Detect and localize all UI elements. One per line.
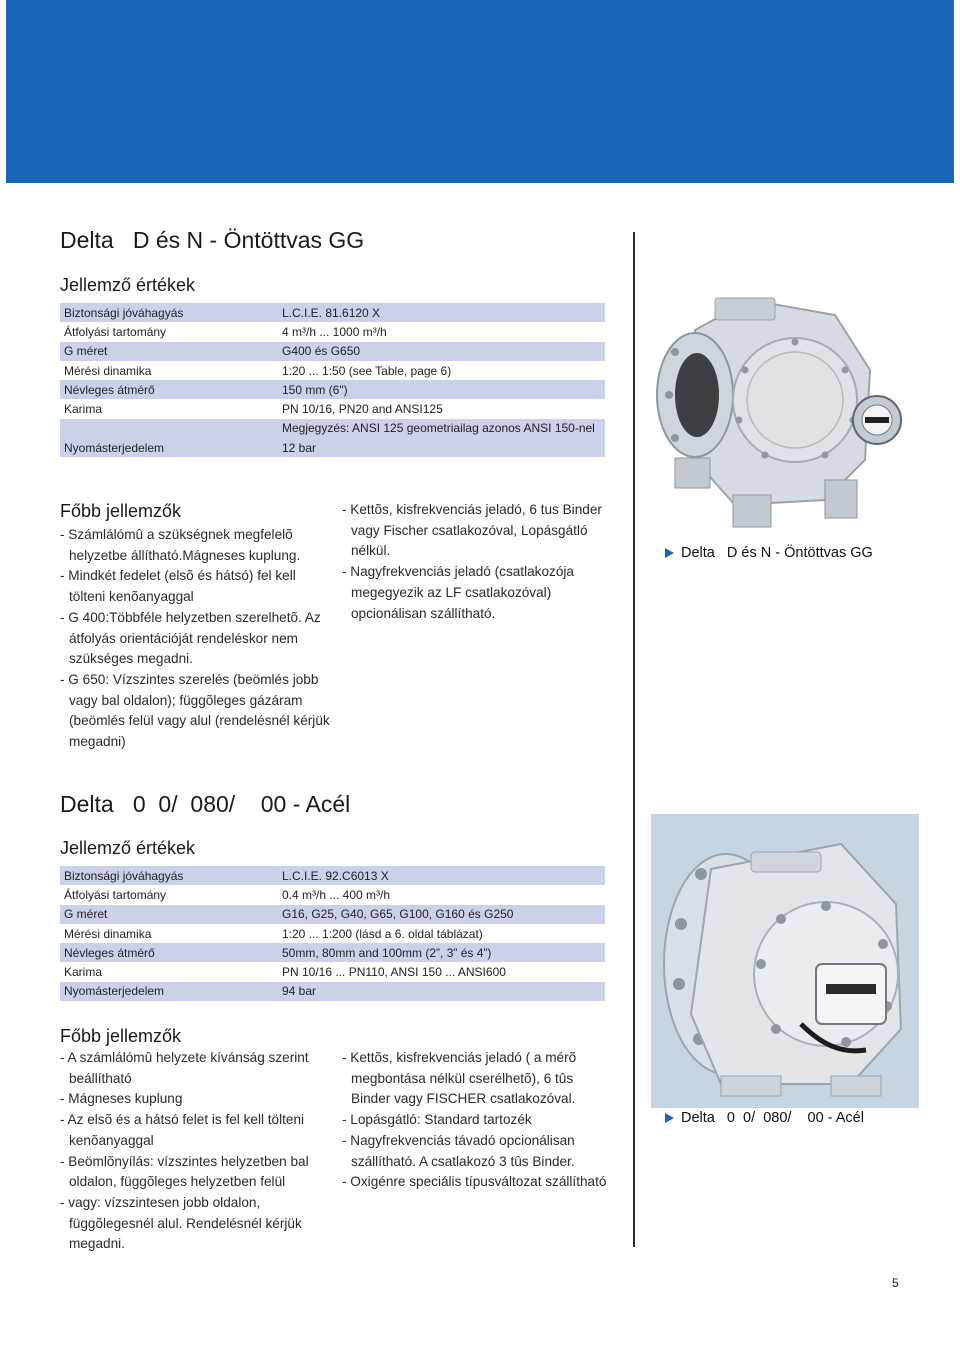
section2-spec-table	[60, 866, 605, 1001]
section1-caption	[665, 545, 873, 561]
list-item: - Lopásgátló: Standard tartozék	[342, 1112, 532, 1128]
spec-label: Nyomásterjedelem	[60, 438, 278, 457]
spec-value: PN 10/16 ... PN110, ANSI 150 ... ANSI600	[282, 965, 506, 980]
spec-value: 1:20 ... 1:200 (lásd a 6. oldal táblázat)	[282, 926, 483, 941]
list-item: - Az elsõ és a hátsó felet is fel kell tölteni kenõanyaggal	[60, 1112, 305, 1148]
caption-triangle-icon	[665, 1113, 674, 1123]
section2-features-left	[60, 1048, 330, 1255]
spec-label: Átfolyási tartomány	[64, 324, 167, 339]
spec-row	[60, 322, 605, 341]
list-item: - Számlálómû a szükségnek megfelelõ helyzetbe állítható.Mágneses kuplung.	[60, 527, 301, 563]
page-number: 5	[892, 1276, 899, 1290]
spec-row	[60, 361, 605, 380]
list-item: - Kettõs, kisfrekvenciás jeladó, 6 tus Binder vagy Fischer csatlakozóval, Lopásgátló nélkül.	[342, 502, 602, 559]
spec-value: 94 bar	[278, 982, 605, 1001]
list-item: - Mindkét fedelet (elsõ és hátsó) fel kell tölteni kenõanyaggal	[60, 568, 296, 605]
spec-row	[60, 905, 605, 924]
section2-features-heading: Főbb jellemzők	[60, 1026, 182, 1046]
caption-text: Delta D és N - Öntöttvas GG	[681, 545, 873, 561]
spec-value: L.C.I.E. 92.C6013 X	[278, 866, 605, 885]
spec-value: Megjegyzés: ANSI 125 geometriailag azonos ANSI 150-nel	[278, 419, 605, 438]
spec-label: Nyomásterjedelem	[60, 982, 278, 1001]
spec-value: 12 bar	[278, 438, 605, 457]
section1-spec-table	[60, 303, 605, 457]
column-divider	[633, 232, 635, 1247]
spec-value: L.C.I.E. 81.6120 X	[278, 303, 605, 322]
spec-row	[60, 303, 605, 322]
spec-label: Karima	[64, 965, 103, 980]
spec-row	[60, 380, 605, 399]
spec-row	[60, 438, 605, 457]
spec-label: G méret	[60, 342, 278, 361]
spec-value: G16, G25, G40, G65, G100, G160 és G250	[278, 905, 605, 924]
spec-value: 150 mm (6")	[278, 380, 605, 399]
section1-features-left	[60, 525, 330, 753]
spec-row	[60, 399, 605, 418]
spec-label: Mérési dinamika	[64, 926, 152, 941]
caption-triangle-icon	[665, 548, 674, 558]
list-item: - G 400:Többféle helyzetben szerelhetõ. Az átfolyás orientációját rendeléskor nem szükséges megadni.	[60, 609, 321, 667]
section2-specs-heading: Jellemző értékek	[60, 838, 196, 858]
spec-value: 4 m³/h ... 1000 m³/h	[282, 324, 387, 339]
spec-value: 50mm, 80mm and 100mm (2”, 3” és 4”)	[278, 943, 605, 962]
list-item: - Beömlõnyílás: vízszintes helyzetben bal oldalon, függõleges helyzetben felül	[60, 1153, 309, 1190]
spec-value: 1:20 ... 1:50 (see Table, page 6)	[282, 363, 452, 378]
spec-row	[60, 924, 605, 943]
section2-title: Delta 0 0/ 080/ 00 - Acél	[60, 791, 351, 817]
list-item: - Mágneses kuplung	[60, 1091, 183, 1107]
spec-row	[60, 885, 605, 904]
list-item: - Oxigénre speciális típusváltozat szállítható	[342, 1174, 607, 1190]
list-item: - vagy: vízszintesen jobb oldalon, függõlegesnél alul. Rendelésnél kérjük megadni.	[60, 1194, 302, 1252]
spec-value: G400 és G650	[278, 342, 605, 361]
meter-photo-cast-iron	[655, 290, 905, 535]
spec-label: Átfolyási tartomány	[64, 887, 167, 902]
spec-row	[60, 866, 605, 885]
spec-row	[60, 419, 605, 438]
spec-label: Biztonsági jóváhagyás	[60, 866, 278, 885]
spec-label: Névleges átmérő	[60, 380, 278, 399]
spec-value: PN 10/16, PN20 and ANSI125	[282, 402, 443, 417]
spec-label: Biztonsági jóváhagyás	[60, 303, 278, 322]
section1-title: Delta D és N - Öntöttvas GG	[60, 227, 365, 253]
spec-row	[60, 342, 605, 361]
spec-row	[60, 982, 605, 1001]
list-item: - Nagyfrekvenciás jeladó (csatlakozója megegyezik az LF csatlakozóval) opcionálisan szállítható.	[342, 564, 574, 621]
list-item: - A számlálómû helyzete kívánság szerint beállítható	[60, 1050, 309, 1086]
section2-caption	[665, 1110, 864, 1126]
list-item: - G 650: Vízszintes szerelés (beömlés jobb vagy bal oldalon); függõleges gázáram (beömlés felül vagy alul (rendelésnél kérjük megadni)	[60, 671, 330, 750]
spec-label	[60, 419, 278, 438]
caption-text: Delta 0 0/ 080/ 00 - Acél	[681, 1110, 864, 1126]
section2-features-right	[342, 1048, 612, 1193]
spec-label: Névleges átmérő	[60, 943, 278, 962]
spec-row	[60, 943, 605, 962]
spec-label: Mérési dinamika	[64, 363, 152, 378]
spec-label: Karima	[64, 402, 103, 417]
meter-photo-steel	[651, 814, 919, 1108]
spec-value: 0.4 m³/h ... 400 m³/h	[282, 887, 391, 902]
header-band	[6, 0, 954, 183]
list-item: - Kettõs, kisfrekvenciás jeladó ( a mérõ megbontása nélkül cserélhetõ), 6 tûs Binder vagy FISCHER csatlakozóval.	[342, 1050, 577, 1107]
section1-specs-heading: Jellemző értékek	[60, 275, 196, 295]
list-item: - Nagyfrekvenciás távadó opcionálisan szállítható. A csatlakozó 3 tûs Binder.	[342, 1132, 575, 1169]
section1-features-heading: Főbb jellemzők	[60, 501, 182, 521]
spec-label: G méret	[60, 905, 278, 924]
section1-features-right	[342, 500, 612, 624]
spec-row	[60, 962, 605, 981]
